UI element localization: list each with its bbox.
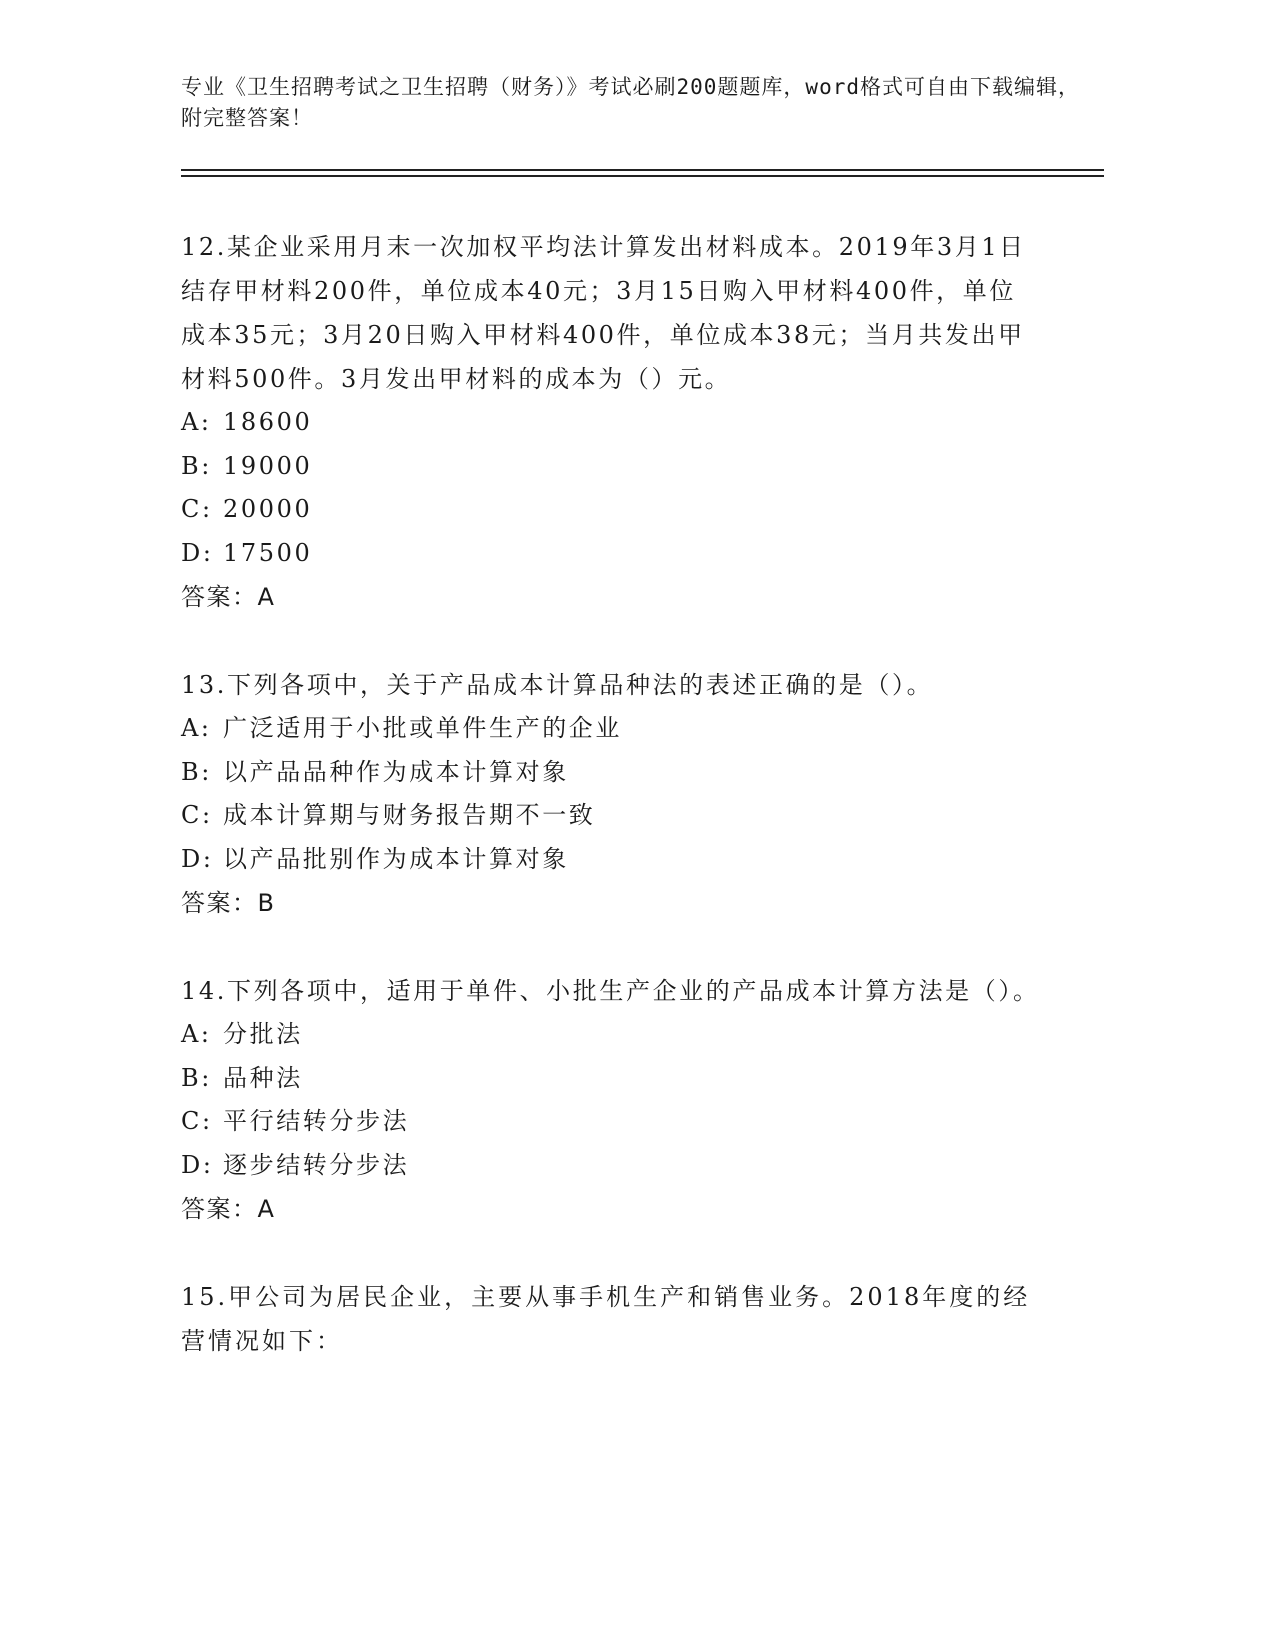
option-text: 20000 xyxy=(223,495,313,523)
option-letter: A: xyxy=(181,408,212,436)
option-letter: C: xyxy=(181,801,213,829)
option-letter: C: xyxy=(181,495,213,523)
question-12 xyxy=(181,225,1041,619)
option-d xyxy=(181,838,1041,882)
option-text: 品种法 xyxy=(223,1063,303,1092)
answer-line: 答案：B xyxy=(181,889,276,917)
option-text: 18600 xyxy=(223,408,313,436)
option-b xyxy=(181,445,1041,489)
option-a xyxy=(181,1013,1041,1057)
option-text: 19000 xyxy=(223,451,313,480)
option-letter: D: xyxy=(181,1150,214,1179)
option-a xyxy=(181,707,1041,751)
option-text: 逐步结转分步法 xyxy=(223,1150,410,1179)
option-letter: A: xyxy=(181,1020,212,1048)
question-14 xyxy=(181,969,1041,1231)
option-letter: B: xyxy=(181,451,212,480)
option-c xyxy=(181,1100,1041,1144)
option-letter: C: xyxy=(181,1107,213,1135)
option-c xyxy=(181,794,1041,838)
question-stem: 13.下列各项中，关于产品成本计算品种法的表述正确的是（）。 xyxy=(181,671,934,699)
option-d xyxy=(181,532,1041,576)
document-header: 专业《卫生招聘考试之卫生招聘（财务）》考试必刷200题题库，word格式可自由下载编辑，附完整答案！ xyxy=(181,75,1080,130)
question-stem: 12.某企业采用月末一次加权平均法计算发出材料成本。2019年3月1日结存甲材料200件，单位成本40元；3月15日购入甲材料400件，单位成本35元；3月20日购入甲材料400件，单位成本38元；当月共发出甲材料500件。3月发出甲材料的成本为（）元。 xyxy=(181,233,1026,393)
answer-line: 答案：A xyxy=(181,583,276,611)
option-letter: B: xyxy=(181,757,212,786)
option-d xyxy=(181,1144,1041,1188)
option-letter: B: xyxy=(181,1063,212,1092)
option-text: 成本计算期与财务报告期不一致 xyxy=(223,801,596,829)
header-divider-top xyxy=(181,169,1104,171)
option-b xyxy=(181,751,1041,795)
question-stem: 15.甲公司为居民企业，主要从事手机生产和销售业务。2018年度的经营情况如下： xyxy=(181,1283,1031,1355)
question-list xyxy=(181,225,1041,1407)
header-divider-bottom xyxy=(181,175,1104,177)
option-text: 以产品批别作为成本计算对象 xyxy=(223,844,569,873)
option-letter: A: xyxy=(181,714,212,742)
question-13 xyxy=(181,663,1041,925)
question-15 xyxy=(181,1275,1041,1363)
option-b xyxy=(181,1057,1041,1101)
option-text: 平行结转分步法 xyxy=(223,1107,410,1135)
option-letter: D: xyxy=(181,538,214,567)
option-text: 17500 xyxy=(223,538,313,567)
option-text: 以产品品种作为成本计算对象 xyxy=(223,757,569,786)
option-text: 广泛适用于小批或单件生产的企业 xyxy=(223,714,622,742)
answer-line: 答案：A xyxy=(181,1195,276,1223)
option-c xyxy=(181,488,1041,532)
option-text: 分批法 xyxy=(223,1020,303,1048)
question-stem: 14.下列各项中，适用于单件、小批生产企业的产品成本计算方法是（）。 xyxy=(181,977,1040,1005)
option-letter: D: xyxy=(181,844,214,873)
option-a xyxy=(181,401,1041,445)
